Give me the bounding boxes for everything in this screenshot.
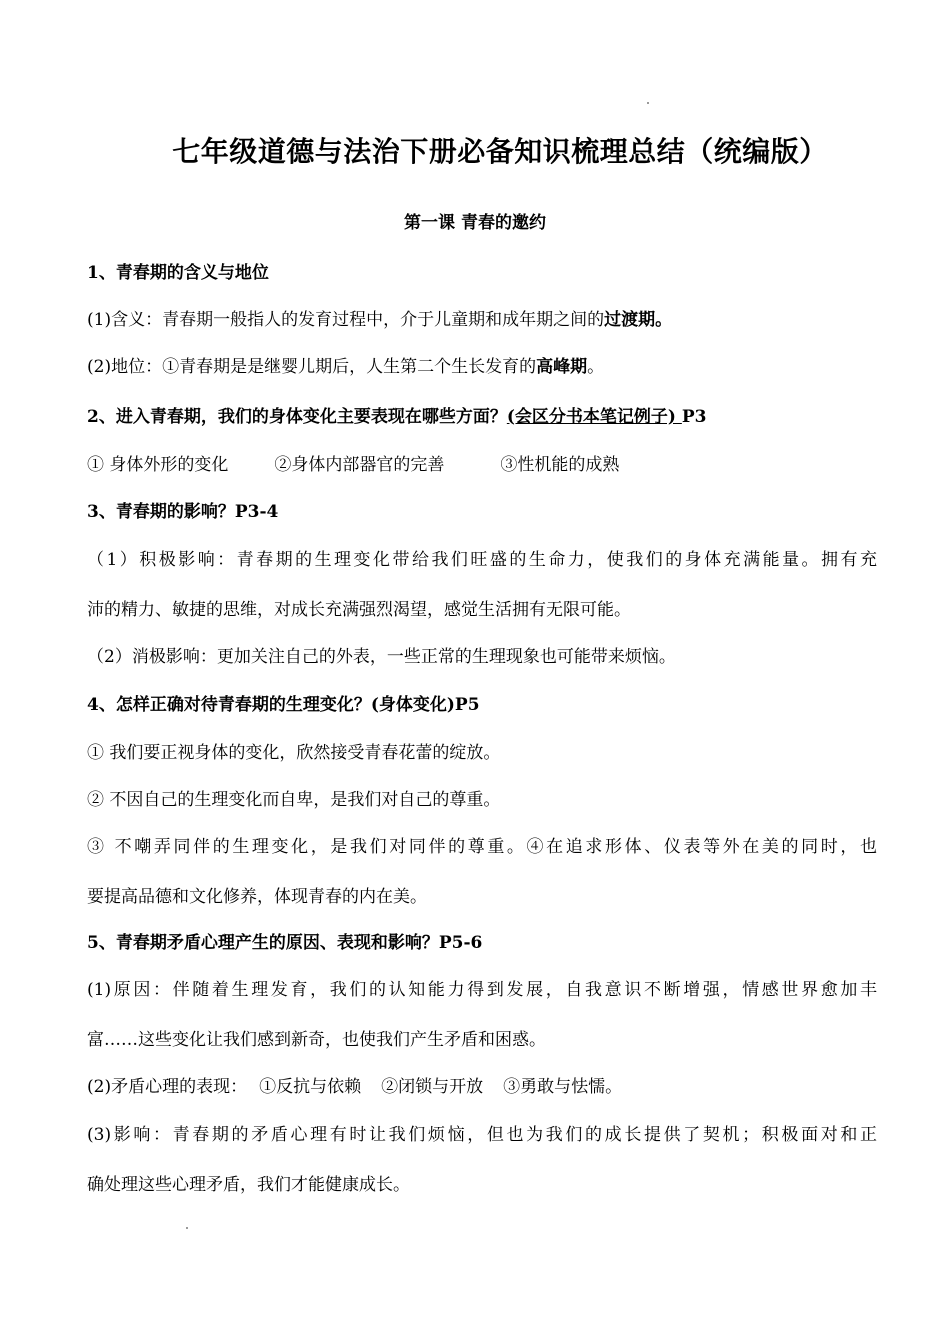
section-2-heading-note: (会区分书本笔记例子) <box>506 407 682 427</box>
list-item: ①反抗与依赖 <box>259 1077 362 1097</box>
section-1-definition <box>87 305 877 330</box>
status-keyword: 高峰期 <box>536 357 588 377</box>
section-3-heading: 3、青春期的影响？P3-4 <box>87 502 279 522</box>
document-title: 七年级道德与法治下册必备知识梳理总结（统编版） <box>172 135 828 168</box>
lesson-title: 第一课 青春的邀约 <box>404 213 546 233</box>
section-4-heading: 4、怎样正确对待青春期的生理变化？(身体变化)P5 <box>87 695 480 715</box>
section-5-expressions <box>87 1072 877 1097</box>
section-5-line: 富……这些变化让我们感到新奇，也使我们产生矛盾和困惑。 <box>87 1030 546 1050</box>
definition-text: (1)含义：青春期一般指人的发育过程中，介于儿童期和成年期之间的 <box>87 310 605 330</box>
section-1-heading: 1、青春期的含义与地位 <box>87 263 269 283</box>
list-item: ① 身体外形的变化 <box>87 455 229 475</box>
definition-keyword: 过渡期。 <box>604 310 673 330</box>
section-5-line: (3)影响：青春期的矛盾心理有时让我们烦恼，但也为我们的成长提供了契机；积极面对和正 <box>87 1125 877 1145</box>
section-1-status <box>87 352 877 377</box>
section-3-line: （2）消极影响：更加关注自己的外表，一些正常的生理现象也可能带来烦恼。 <box>87 647 676 667</box>
status-end: 。 <box>587 357 605 377</box>
status-text: (2)地位：①青春期是是继婴儿期后，人生第二个生长发育的 <box>87 357 537 377</box>
scan-speck <box>186 1227 188 1229</box>
list-item: ②闭锁与开放 <box>381 1077 484 1097</box>
section-4-line: ① 我们要正视身体的变化，欣然接受青春花蕾的绽放。 <box>87 743 501 763</box>
section-5-line: (1)原因：伴随着生理发育，我们的认知能力得到发展，自我意识不断增强，情感世界愈加丰 <box>87 980 877 1000</box>
section-2-items <box>87 450 877 475</box>
list-item: ②身体内部器官的完善 <box>274 455 445 475</box>
section-4-line: ② 不因自己的生理变化而自卑，是我们对自己的尊重。 <box>87 790 501 810</box>
section-2-heading-page: P3 <box>681 407 707 427</box>
section-2-heading <box>87 402 877 427</box>
list-item: ③性机能的成熟 <box>500 455 620 475</box>
scan-speck <box>647 102 649 104</box>
section-5-heading: 5、青春期矛盾心理产生的原因、表现和影响？P5-6 <box>87 933 483 953</box>
section-3-line: （1）积极影响：青春期的生理变化带给我们旺盛的生命力，使我们的身体充满能量。拥有充 <box>87 550 877 570</box>
section-4-line: ③ 不嘲弄同伴的生理变化，是我们对同伴的尊重。④在追求形体、仪表等外在美的同时，也 <box>87 837 877 857</box>
section-5-line: 确处理这些心理矛盾，我们才能健康成长。 <box>87 1175 410 1195</box>
section-2-heading-text: 2、进入青春期，我们的身体变化主要表现在哪些方面？ <box>87 407 507 427</box>
section-4-line: 要提高品德和文化修养，体现青春的内在美。 <box>87 887 427 907</box>
expressions-label: (2)矛盾心理的表现： <box>87 1077 248 1097</box>
section-3-line: 沛的精力、敏捷的思维，对成长充满强烈渴望，感觉生活拥有无限可能。 <box>87 600 631 620</box>
list-item: ③勇敢与怯懦。 <box>503 1077 623 1097</box>
